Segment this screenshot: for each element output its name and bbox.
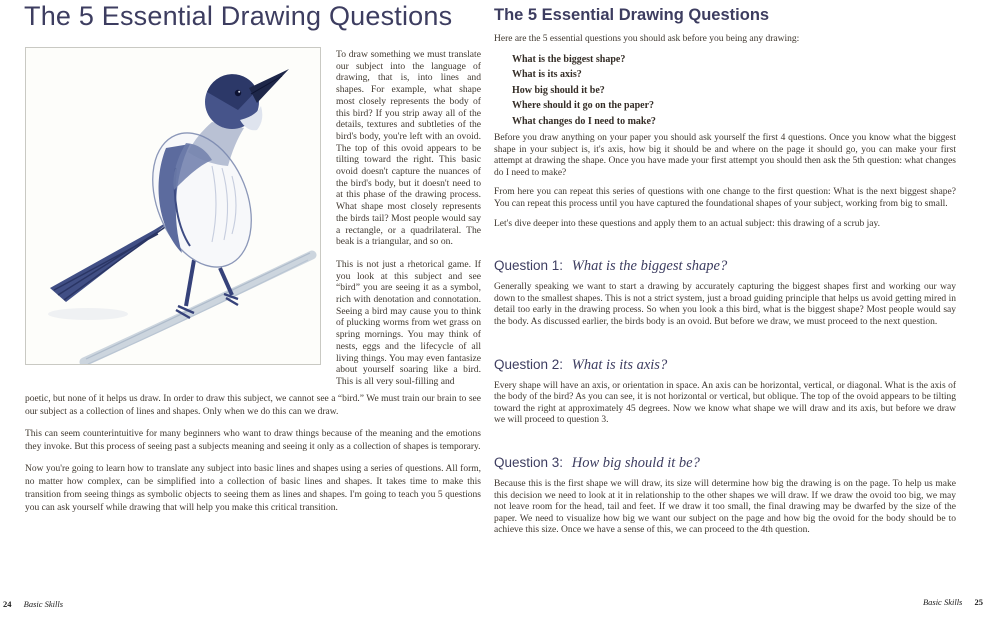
question-1-section [494,254,956,328]
left-page-footer [3,599,63,609]
question-1-label: Question 1: [494,258,564,274]
intro-line: Here are the 5 essential questions you should ask before you being any drawing: [494,34,800,44]
question-3-section [494,451,956,537]
left-page-number: 24 [3,599,12,609]
body-paragraph: From here you can repeat this series of questions with one change to the first question: What is the next biggest shape? You can repeat this process until you have captured the foundational shapes of your subject, working from big to small. [494,187,956,210]
question-3-body: Because this is the first shape we will draw, its size will determine how big the drawing is on the page. To help us make this decision we need to look at it in relationship to the other shapes we will draw. If we draw the ovoid too big, we may not leave room for the head, tail and feet. If we draw it too small, the final drawing may be dwarfed by the size of the paper. We need to visualize how big we want our subject on the page and how big the ovoid for the body should be to achieve this size. Once we have a sense of this, we can proceed to the 4th question. [494,479,956,536]
question-1-heading [494,254,956,276]
question-2-label: Question 2: [494,356,564,372]
question-1-text: What is the biggest shape? [571,258,728,275]
question-3-heading [494,451,956,473]
column-paragraph: To draw something we must translate our subject into the language of drawing, that is, into lines and shapes. For example, what shape most closely represents the body of this bird? If you strip away all of the details, textures and subtleties of the bird's body, you're left with an ovoid. The top of this ovoid appears to be tilting toward the right. This basic ovoid doesn't capture the nuances of the bird's body, but it doesn't need to at this phase of the drawing process. What shape most closely represents the birds tail? Most people would say a rectangle, or a quadrilateral. The beak is a triangular, and so on. [336,49,481,248]
left-section-name: Basic Skills [23,599,64,609]
left-page-side-column [336,49,481,399]
question-1-body: Generally speaking we want to start a drawing by accurately capturing the biggest shapes first and working our way down to the smallest shapes. This is not a strict system, just a broad guiding principle that helps us avoid getting mired in detail too early in the drawing process. So when you look a this bird, what is the biggest shape? Most people would say the body. As discussed earlier, the birds body is an ovoid. But before we draw, we must proceed to the next question. [494,282,956,328]
body-paragraph: Before you draw anything on your paper you should ask yourself the first 4 questions. Once you know what the biggest shape in your subject is, it's axis, how big it should be and where on the page it should go, you can make your first attempt at drawing the shape. Once you have made your first attempt you should then ask the 5th question: what changes do I need to make? [494,133,956,178]
question-item: What is the biggest shape? [512,53,626,65]
question-3-text: How big should it be? [571,455,700,471]
left-page-full-width-text [25,393,481,524]
question-item: What changes do I need to make? [512,115,656,127]
question-2-section [494,353,956,427]
question-3-label: Question 3: [494,455,564,470]
question-item: What is its axis? [512,69,582,81]
left-page-title: The 5 Essential Drawing Questions [24,1,453,31]
scrub-jay-drawing [26,48,320,364]
question-2-heading [494,353,956,375]
column-paragraph: This is not just a rhetorical game. If you look at this subject and see “bird” you are seeing it as a symbol, rich with denotation and connotation. Seeing a bird may cause you to think of plucking worms from wet grass on spring mornings. You may think of nests, eggs and the lifecycle of all living things. You may even fantasize about yourself soaring like a bird. This is all very soul-filling and [336,258,481,387]
question-2-body: Every shape will have an axis, or orientation in space. An axis can be horizontal, vertical, or diagonal. What is the axis of the body of the bird? As you can see, it is not horizontal or vertical, but oblique. The top of the ovoid appears to be tilting toward the right at approximately 45 degrees. Now we know what shape we will draw and its axis, but before we draw we will proceed to question 3. [494,380,956,426]
right-page-number: 25 [974,597,983,607]
scrub-jay-illustration [25,47,321,365]
body-paragraph: poetic, but none of it helps us draw. In order to draw this subject, we cannot see a “bird.” We must train our brain to see our subject as a collection of lines and shapes. Only when we do this can we draw. [25,394,481,417]
right-page-title: The 5 Essential Drawing Questions [494,6,770,24]
right-page-footer [923,597,983,607]
question-item: How big should it be? [512,84,605,96]
question-2-text: What is its axis? [571,356,668,373]
right-page [494,6,956,545]
body-paragraph: Let's dive deeper into these questions and apply them to an actual subject: this drawing of a scrub jay. [494,218,881,229]
right-section-name: Basic Skills [922,597,963,607]
question-item: Where should it go on the paper? [512,100,655,112]
body-paragraph: Now you're going to learn how to translate any subject into basic lines and shapes using a series of questions. All form, no matter how complex, can be simplified into a collection of basic lines and shapes. It takes time to make this transition from seeing things as symbolic objects to seeing them as lines and shapes. I'm going to teach you 5 questions you can ask yourself while drawing that will help you make this critical transition. [25,464,481,513]
body-paragraph: This can seem counterintuitive for many beginners who want to draw things because of the meaning and the emotions they invoke. But this process of seeing past a subjects meaning and seeing it only as a collection of shapes is temporary. [25,429,481,452]
essential-questions-list [512,52,956,130]
